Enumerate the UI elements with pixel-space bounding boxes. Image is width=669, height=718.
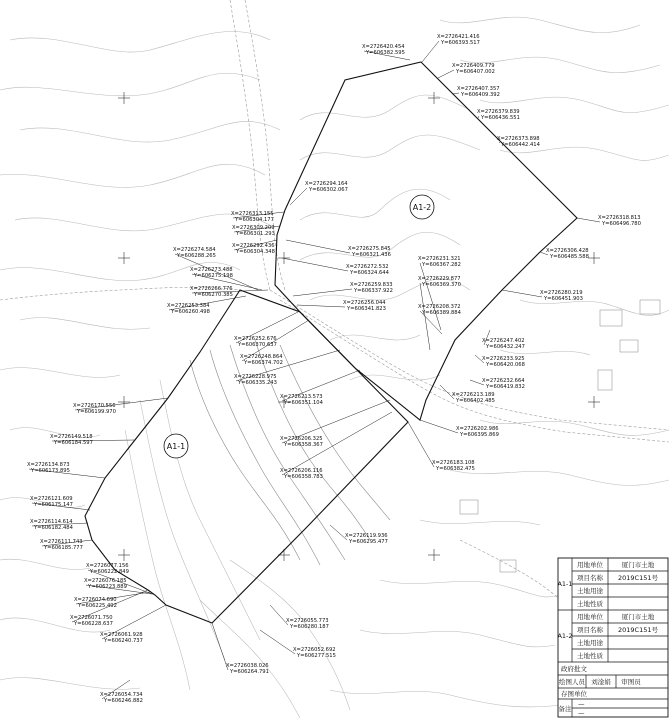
building-5 <box>460 500 478 514</box>
coordinate-leader-line <box>422 41 439 62</box>
grid-cross-3 <box>118 252 130 264</box>
table-label: 土地用途 <box>577 587 603 595</box>
parcel-boundary-a1-2 <box>275 62 577 420</box>
svg-text:A1-1: A1-1 <box>166 442 186 451</box>
info-table <box>557 558 668 717</box>
coordinate-labels <box>27 34 641 704</box>
coordinate-label: X=2726038.026 Y=606264.791 <box>226 663 269 675</box>
coordinate-label: X=2726206.325 Y=606358.367 <box>280 436 323 448</box>
coordinate-label: X=2726052.692 Y=606277.515 <box>293 647 336 659</box>
coordinate-label: X=2726420.454 Y=606382.595 <box>362 44 405 56</box>
coordinate-leader-line <box>438 70 454 78</box>
coordinate-label: X=2726074.690 Y=606225.492 <box>74 597 117 609</box>
coordinate-label: X=2726409.779 Y=606407.002 <box>452 63 495 75</box>
coordinate-leader-line <box>290 188 307 205</box>
parcel-label-a1-1 <box>164 434 188 458</box>
table-value: 厦门市土地 <box>621 613 655 621</box>
coordinate-label: X=2726292.436 Y=606304.348 <box>232 243 275 255</box>
coordinate-label: X=2726054.734 Y=606246.882 <box>100 692 143 704</box>
drafter-name: 刘淦娟 <box>591 678 611 686</box>
coordinate-label: X=2726202.986 Y=606395.869 <box>456 426 499 438</box>
coordinate-label: X=2726114.614 Y=606182.484 <box>30 519 73 531</box>
coordinate-label: X=2726294.164 Y=606302.067 <box>305 181 348 193</box>
coordinate-label: X=2726061.928 Y=606240.737 <box>100 632 143 644</box>
coordinate-leader-line <box>293 289 352 296</box>
grid-crosses <box>118 92 600 561</box>
table-label: 用地单位 <box>577 561 603 569</box>
coordinate-label: X=2726111.743 Y=606185.777 <box>40 539 83 551</box>
table-parcel-a1-2: A1-2 <box>557 632 573 640</box>
building-1 <box>600 310 622 326</box>
coordinate-label: X=2726208.372 Y=606389.884 <box>418 304 461 316</box>
coordinate-label: X=2726119.936 Y=606295.477 <box>345 533 388 545</box>
coordinate-leader-line <box>408 422 434 467</box>
table-label: 用地单位 <box>577 613 603 621</box>
coordinate-leader-line <box>502 290 542 297</box>
coordinate-label: X=2726253.384 Y=606260.498 <box>167 303 210 315</box>
coordinate-label: X=2726318.813 Y=606496.780 <box>598 215 641 227</box>
coordinate-label: X=2726077.156 Y=606222.849 <box>86 563 129 575</box>
archive-label: 存图单位 <box>561 690 587 698</box>
coordinate-label: X=2726170.556 Y=606199.970 <box>73 403 116 415</box>
coordinate-label: X=2726229.877 Y=606369.370 <box>418 276 461 288</box>
coordinate-label: X=2726256.044 Y=606341.823 <box>343 300 386 312</box>
coordinate-label: X=2726309.209 Y=606301.293 <box>232 225 275 237</box>
coordinate-label: X=2726272.532 Y=606324.644 <box>346 264 389 276</box>
grid-cross-6 <box>118 396 130 408</box>
coordinate-label: X=2726071.750 Y=606228.637 <box>70 615 113 627</box>
table-value: 厦门市土地 <box>621 561 655 569</box>
table-label: 土地用途 <box>577 639 603 647</box>
coordinate-leader-line <box>297 305 345 307</box>
table-value: 2019C151号 <box>618 574 658 582</box>
coordinate-label: X=2726232.664 Y=606419.832 <box>482 378 525 390</box>
grid-cross-8 <box>588 396 600 408</box>
table-label: 土地性质 <box>577 600 603 608</box>
coordinate-label: X=2726248.864 Y=606374.702 <box>240 354 283 366</box>
coordinate-label: X=2726213.573 Y=606351.104 <box>280 394 323 406</box>
table-label: 土地性质 <box>577 652 603 660</box>
coordinate-label: X=2726247.402 Y=606432.247 <box>482 338 525 350</box>
coordinate-label: X=2726274.584 Y=606288.265 <box>173 247 216 259</box>
coordinate-label: X=2726421.416 Y=606393.517 <box>437 34 480 46</box>
coordinate-label: X=2726407.357 Y=606409.392 <box>457 86 500 98</box>
svg-text:A1-2: A1-2 <box>412 203 432 212</box>
coordinate-label: X=2726275.845 Y=606321.436 <box>348 246 391 258</box>
remark-dash: — <box>578 700 585 708</box>
grid-cross-2 <box>428 92 440 104</box>
table-parcel-a1-1: A1-1 <box>557 580 573 588</box>
coordinate-label: X=2726055.773 Y=606280.187 <box>286 618 329 630</box>
coordinate-leader-line <box>420 420 458 433</box>
table-label: 项目名称 <box>577 626 603 634</box>
building-3 <box>598 370 612 390</box>
coordinate-label: X=2726183.108 Y=606382.475 <box>432 460 475 472</box>
coordinate-label: X=2726206.116 Y=606358.783 <box>280 468 323 480</box>
coordinate-label: X=2726313.155 Y=606304.177 <box>231 211 274 223</box>
coordinate-label: X=2726379.839 Y=606436.551 <box>477 109 520 121</box>
grid-cross-10 <box>428 549 440 561</box>
grid-cross-1 <box>118 92 130 104</box>
coordinate-label: X=2726306.428 Y=606485.588 <box>546 248 589 260</box>
coordinate-label: X=2726228.975 Y=606335.243 <box>234 374 277 386</box>
coordinate-label: X=2726259.833 Y=606337.922 <box>350 282 393 294</box>
coordinate-label: X=2726373.898 Y=606442.414 <box>497 136 540 148</box>
grid-cross-9 <box>118 549 130 561</box>
coordinate-label: X=2726213.189 Y=606402.485 <box>452 392 495 404</box>
drafter-label: 绘图人员 <box>559 678 585 686</box>
table-value: 2019C151号 <box>618 626 658 634</box>
coordinate-leader-line <box>577 218 600 222</box>
table-label: 项目名称 <box>577 574 603 582</box>
coordinate-leader-line <box>420 263 441 330</box>
coordinate-label: X=2726233.925 Y=606420.068 <box>482 356 525 368</box>
coordinate-leader-line <box>286 240 350 253</box>
coordinate-label: X=2726273.488 Y=606275.198 <box>190 267 233 279</box>
remarks-label: 备注 <box>558 705 572 713</box>
building-2 <box>620 340 638 352</box>
coordinate-label: X=2726252.676 Y=606370.637 <box>234 336 277 348</box>
coordinate-label: X=2726231.321 Y=606367.282 <box>418 256 461 268</box>
building-4 <box>640 300 660 314</box>
grid-cross-5 <box>588 252 600 264</box>
coordinate-label: X=2726134.873 Y=606173.895 <box>27 462 70 474</box>
coordinate-leader-line <box>260 630 295 654</box>
remark-dash: — <box>578 709 585 717</box>
coordinate-leader-line <box>282 258 348 271</box>
coordinate-label: X=2726280.219 Y=606451.903 <box>540 290 583 302</box>
coordinate-label: X=2726149.518 Y=606184.597 <box>50 434 93 446</box>
coordinate-leader-line <box>478 116 479 118</box>
coordinate-label: X=2726076.185 Y=606223.889 <box>84 578 127 590</box>
coordinate-label: X=2726266.776 Y=606270.385 <box>190 286 233 298</box>
coordinate-label: X=2726121.609 Y=606175.147 <box>30 496 73 508</box>
grid-cross-4 <box>278 252 290 264</box>
approval-label: 政府批文 <box>561 665 587 673</box>
parcel-label-a1-2 <box>410 195 434 219</box>
coordinate-leader-line <box>499 142 500 143</box>
checker-label: 审图员 <box>621 678 641 686</box>
